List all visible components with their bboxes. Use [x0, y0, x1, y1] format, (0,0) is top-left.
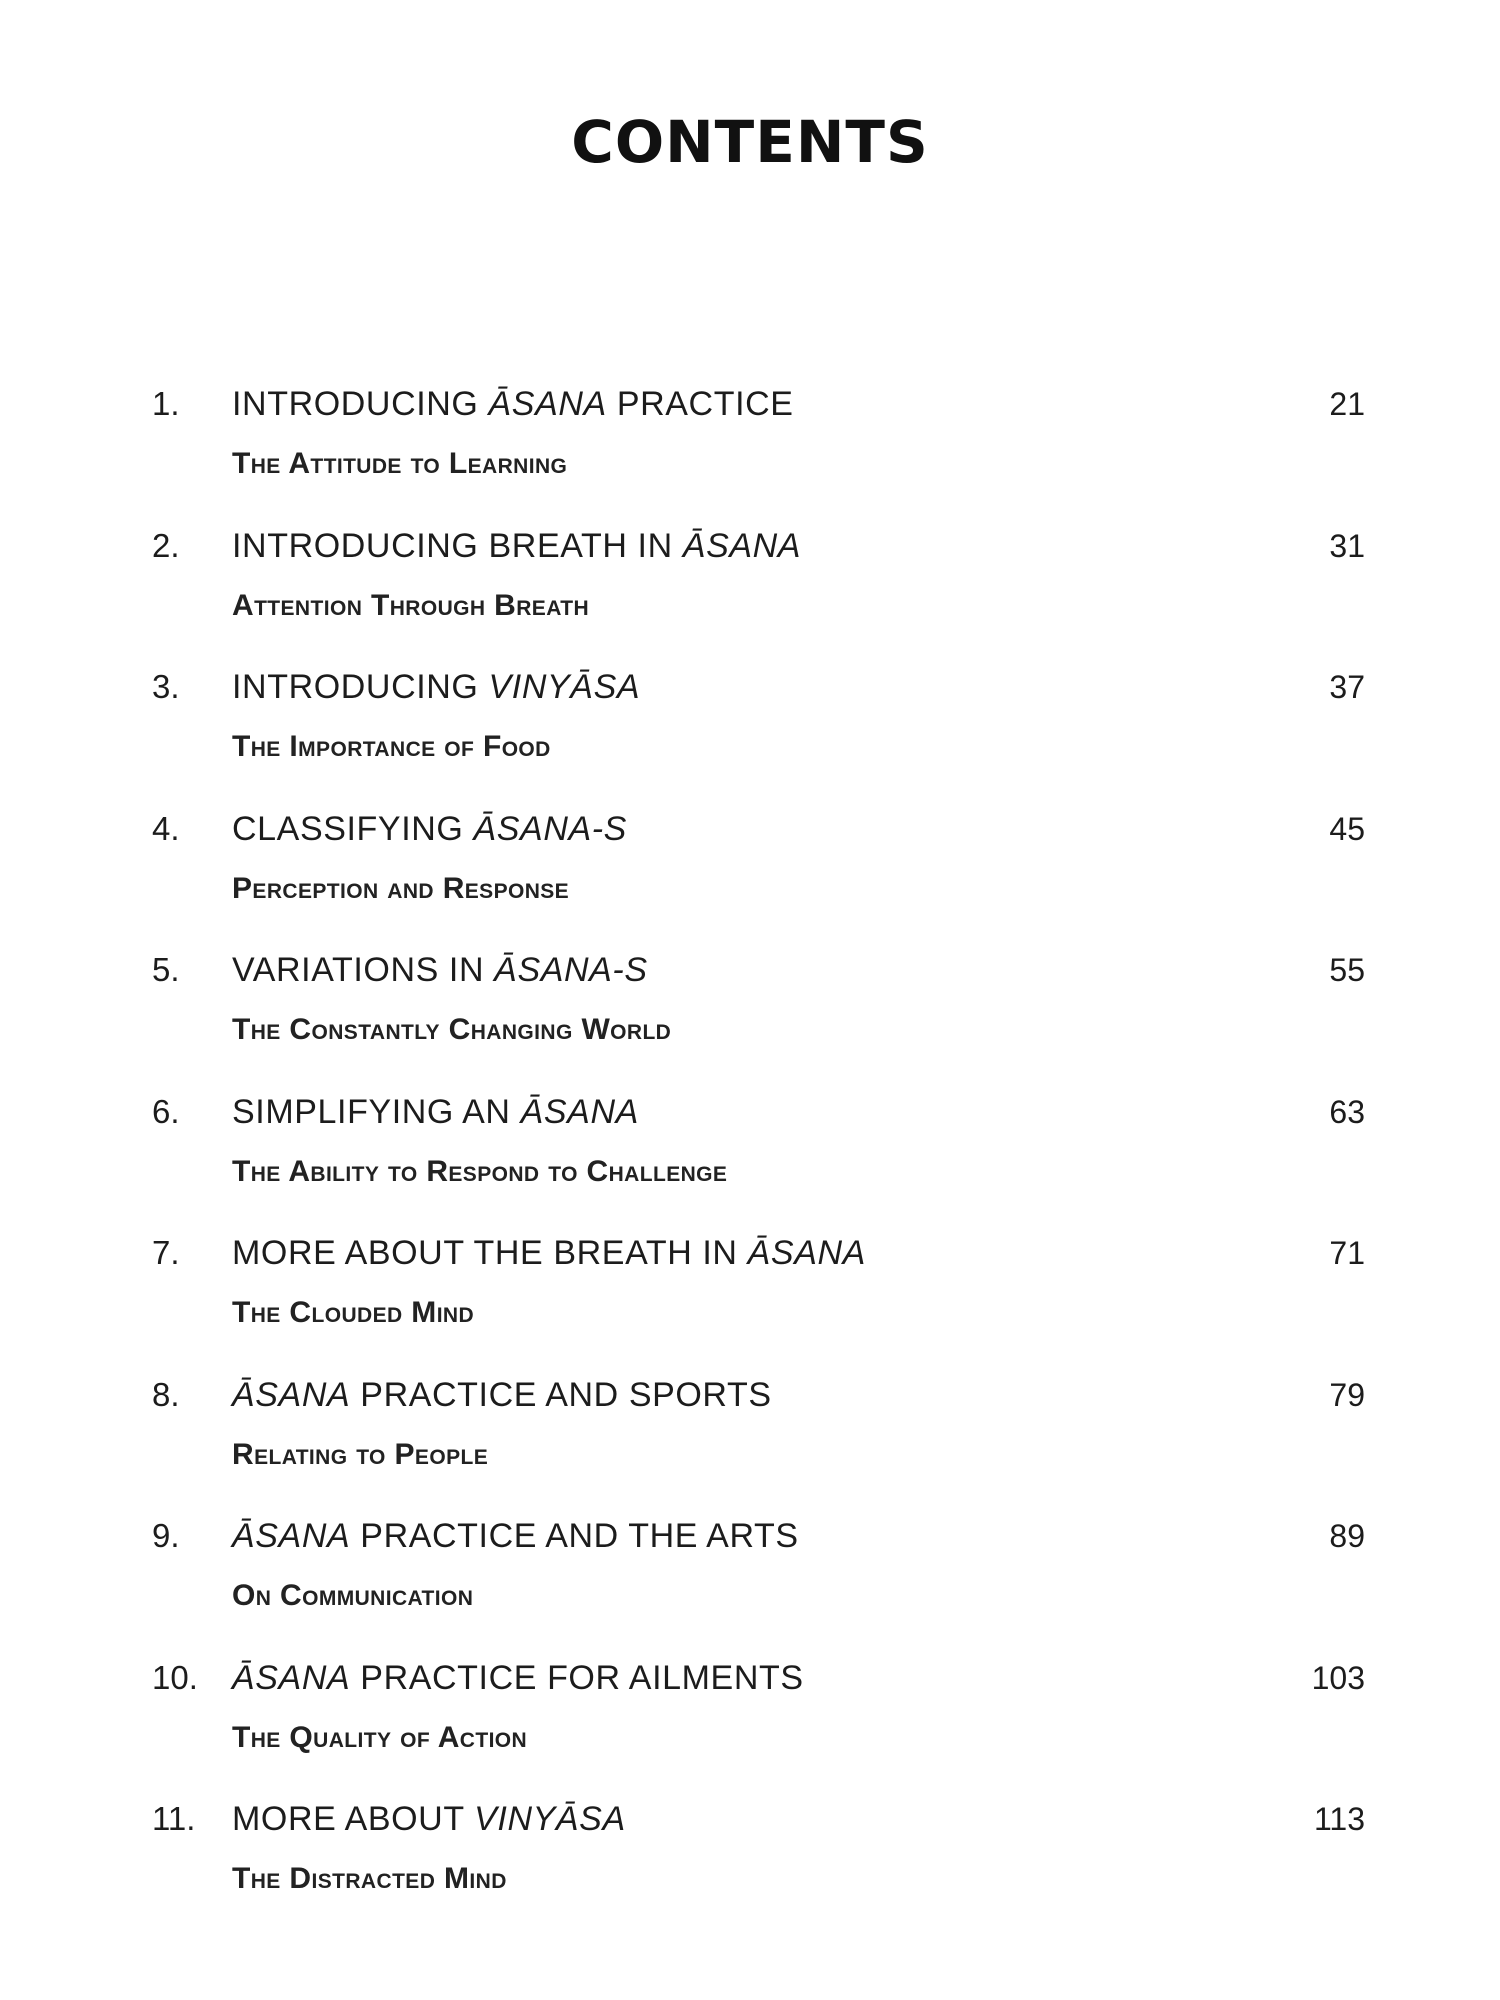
chapter-title-part: CLASSIFYING [232, 809, 474, 848]
chapter-subtitle: The Distracted Mind [232, 1862, 507, 1895]
chapter-number: 4. [152, 809, 180, 847]
chapter-title-part: INTRODUCING [232, 385, 489, 423]
page-number: 113 [1313, 1801, 1365, 1837]
toc-entry [0, 1231, 1500, 1373]
toc-entry [0, 1656, 1500, 1798]
page-number: 89 [1329, 1518, 1365, 1554]
page-number: 21 [1329, 386, 1365, 422]
chapter-title [232, 1656, 804, 1700]
chapter-subtitle: The Quality of Action [232, 1720, 528, 1754]
chapter-title-italic-part: ĀSANA-S [473, 809, 627, 848]
page-number: 37 [1329, 669, 1365, 705]
chapter-subtitle: The Ability to Respond to Challenge [232, 1154, 728, 1188]
chapter-title-part: VARIATIONS IN [232, 951, 495, 989]
chapter-subtitle: Perception and Response [232, 871, 570, 905]
chapter-title-italic-part: VINYĀSA [488, 668, 641, 706]
chapter-number: 1. [152, 385, 180, 422]
chapter-title-part: PRACTICE AND SPORTS [350, 1375, 772, 1414]
chapter-title-italic-part: ĀSANA [520, 1092, 639, 1131]
chapter-title-italic-part: VINYĀSA [474, 1800, 626, 1838]
chapter-subtitle: The Importance of Food [232, 730, 551, 763]
chapter-number: 5. [152, 951, 180, 988]
chapter-title [232, 948, 648, 992]
chapter-title-italic-part: ĀSANA-S [494, 951, 648, 989]
toc-list [0, 382, 1500, 1939]
chapter-title [232, 1090, 639, 1134]
chapter-subtitle: Relating to People [232, 1437, 489, 1471]
chapter-title-part: INTRODUCING BREATH IN [232, 526, 683, 565]
chapter-subtitle: Attention Through Breath [232, 588, 590, 622]
page-title: CONTENTS [571, 108, 929, 176]
toc-entry [0, 1514, 1500, 1656]
chapter-title-italic-part: ĀSANA [682, 526, 802, 565]
chapter-title-part: MORE ABOUT THE BREATH IN [232, 1234, 748, 1272]
chapter-title-part: PRACTICE AND THE ARTS [350, 1517, 799, 1555]
chapter-subtitle: The Constantly Changing World [232, 1013, 672, 1046]
toc-entry [0, 1373, 1500, 1515]
toc-entry [0, 665, 1500, 807]
chapter-title [232, 1797, 626, 1841]
chapter-number: 2. [152, 526, 180, 564]
toc-entry [0, 382, 1500, 524]
page-number: 31 [1329, 527, 1365, 564]
chapter-title-italic-part: ĀSANA [488, 385, 607, 423]
chapter-title-part: PRACTICE FOR AILMENTS [350, 1658, 804, 1697]
chapter-title [232, 665, 640, 709]
toc-entry [0, 948, 1500, 1090]
chapter-title-italic-part: ĀSANA [232, 1517, 351, 1555]
chapter-number: 6. [152, 1092, 180, 1130]
page-number: 45 [1329, 810, 1365, 847]
chapter-number: 11. [152, 1800, 196, 1837]
page-number: 55 [1329, 952, 1365, 988]
chapter-title [232, 524, 801, 568]
chapter-title [232, 1231, 866, 1275]
chapter-title [232, 1514, 799, 1558]
page-number: 63 [1329, 1093, 1365, 1130]
chapter-title-italic-part: ĀSANA [747, 1234, 866, 1272]
toc-entry [0, 524, 1500, 666]
chapter-number: 7. [152, 1234, 180, 1271]
chapter-subtitle: On Communication [232, 1579, 474, 1612]
chapter-number: 10. [152, 1658, 198, 1696]
chapter-number: 9. [152, 1517, 180, 1554]
chapter-title-part: MORE ABOUT [232, 1800, 475, 1838]
chapter-title [232, 807, 627, 851]
chapter-subtitle: The Clouded Mind [232, 1296, 475, 1329]
page-number: 103 [1311, 1659, 1365, 1696]
chapter-title-part: INTRODUCING [232, 668, 489, 706]
chapter-title [232, 382, 794, 426]
page-number: 71 [1329, 1235, 1365, 1271]
chapter-title-italic-part: ĀSANA [232, 1658, 351, 1697]
toc-entry [0, 807, 1500, 949]
chapter-title-italic-part: ĀSANA [232, 1375, 351, 1414]
chapter-title [232, 1373, 772, 1417]
chapter-subtitle: The Attitude to Learning [232, 447, 568, 480]
chapter-title-part: SIMPLIFYING AN [232, 1092, 521, 1131]
chapter-number: 3. [152, 668, 180, 705]
chapter-title-part: PRACTICE [606, 385, 794, 423]
page-number: 79 [1329, 1376, 1365, 1413]
toc-entry [0, 1797, 1500, 1939]
toc-entry [0, 1090, 1500, 1232]
chapter-number: 8. [152, 1375, 180, 1413]
